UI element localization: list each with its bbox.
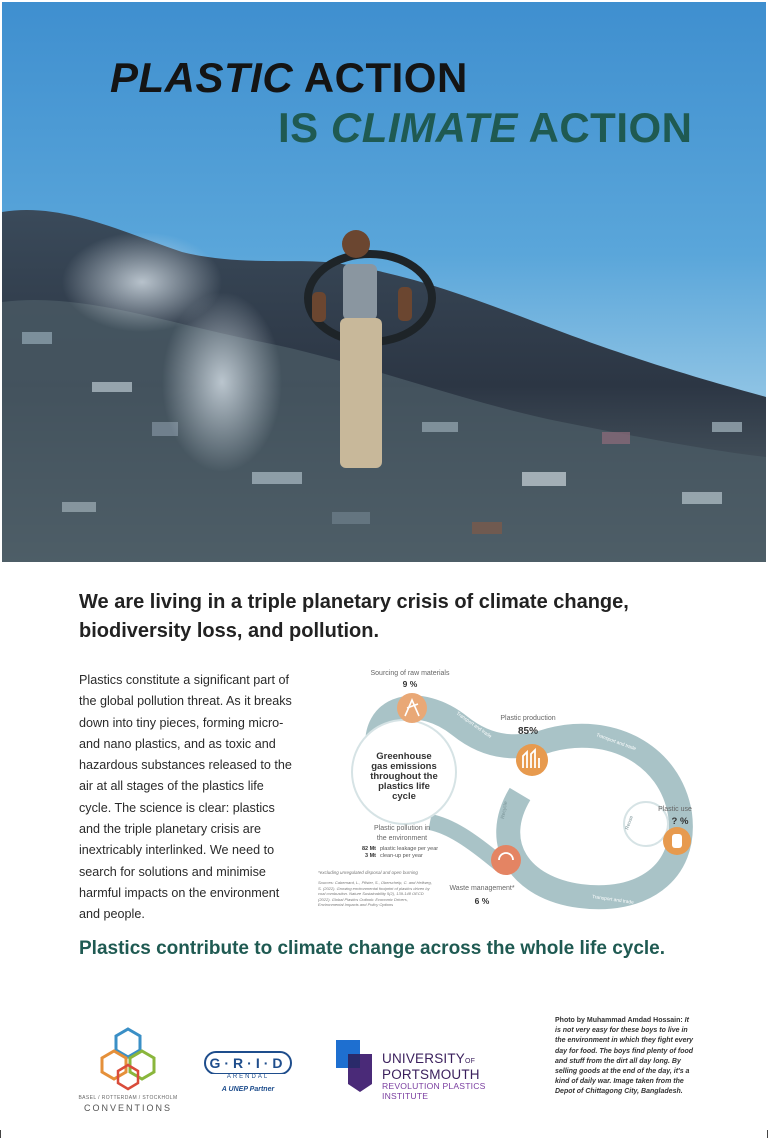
- photo-credit-text: It is not very easy for these boys to live in the environment in which they fight every day for food. The boys find plenty of food and stuff from the dirt all day long. By selling goods at the end of the day, it's a kind of daily war. Image taken from the Depot of Chittagong City, Bangladesh.: [555, 1017, 694, 1096]
- uop-institute: REVOLUTION PLASTICS INSTITUTE: [382, 1081, 486, 1101]
- hero-title-line-2: IS CLIMATE ACTION: [278, 104, 693, 151]
- brs-caption-2: CONVENTIONS: [83, 1103, 172, 1113]
- grid-arendal-logo: [204, 1051, 294, 1101]
- grid-subtitle: ARENDAL: [204, 1074, 292, 1080]
- diagram-sources: Sources: Cabernard, L., Pfister, S., Oberschelp, C. and Hellweg, S. (2022). Growing environmental footprint of plastics driven by coal combustion. Nature Sustainability 5(2), 139-148 OECD (2022). Global Plastics Outlook: Economic Drivers, Environmental Impacts and Policy Options: [318, 880, 432, 908]
- university-portsmouth-logo: [334, 1038, 534, 1103]
- uop-shield-icon: [334, 1038, 374, 1092]
- waste-value: 6 %: [474, 896, 490, 906]
- production-value: 85%: [517, 726, 539, 737]
- center-label-3: throughout the: [370, 771, 438, 782]
- production-label: Plastic production: [500, 715, 556, 722]
- grid-wordmark: G·R·I·D: [204, 1051, 292, 1075]
- center-label-5: cycle: [392, 791, 416, 802]
- brs-caption: BASEL / ROTTERDAM / STOCKHOLM: [78, 1095, 178, 1101]
- use-value: ? %: [671, 816, 689, 827]
- recycle-icon: [491, 845, 521, 875]
- cleanup-label: clean-up per year: [380, 853, 423, 859]
- hero-photo: [2, 2, 766, 562]
- arrow-recycle-label: Recycle: [500, 800, 510, 820]
- factory-icon: [516, 744, 548, 776]
- leakage-label: plastic leakage per year: [380, 846, 439, 852]
- pollution-track: [430, 822, 500, 864]
- photo-credit: Photo by Muhammad Amdad Hossain: It is not very easy for these boys to live in the environment in which they fight every day for food. The boys find plenty of food and stuff from the dirt all day long. By selling goods at the end of the day, it's a kind of daily war. Image taken from the Depot of Chittagong City, Bangladesh.: [555, 1017, 694, 1096]
- photo-credit-author: Photo by Muhammad Amdad Hossain: [555, 1017, 681, 1024]
- leakage-value: 82 Mt: [361, 846, 376, 852]
- tagline: Plastics contribute to climate change across the whole life cycle.: [79, 938, 666, 959]
- sourcing-label: Sourcing of raw materials: [370, 670, 450, 677]
- plastics-lifecycle-diagram: [310, 664, 710, 914]
- diagram-footnote: *excluding unregulated disposal and open burning: [318, 870, 418, 875]
- center-label-2: gas emissions: [371, 761, 437, 772]
- pollution-label-1: Plastic pollution in: [373, 825, 431, 832]
- pollution-label-2: the environment: [376, 835, 428, 842]
- lead-heading: We are living in a triple planetary crisis of climate change, biodiversity loss, and pollution.: [79, 591, 629, 642]
- arrow-transport-3-label: Transport and trade: [591, 895, 634, 906]
- arrow-reuse-label: Reuse: [624, 815, 635, 831]
- center-label-4: plastics life: [378, 781, 430, 792]
- arrow-transport-1-label: Transport and trade: [454, 711, 493, 740]
- body-paragraph: Plastics constitute a significant part of the global pollution threat. As it breaks down into tiny pieces, forming micro- and nano plastics, and as toxic and hazardous substances released to the air at all stages of the plastics life cycle. The science is clear: plastics and the triple planetary crisis are inextricably interlinked. We need to search for solutions and minimise harmful impacts on the environment and people.: [79, 673, 292, 922]
- cleanup-value: 3 Mt: [365, 853, 376, 859]
- arrow-transport-2-label: Transport and trade: [595, 733, 637, 753]
- center-label-1: Greenhouse: [376, 751, 432, 762]
- crop-mark: [0, 1130, 1, 1138]
- use-label: Plastic use: [658, 806, 692, 813]
- grid-partner-text: A UNEP Partner: [221, 1086, 275, 1093]
- brs-conventions-logo: [78, 1025, 178, 1120]
- uop-name: UNIVERSITYOF PORTSMOUTH: [382, 1051, 480, 1082]
- hero-title-line-1: PLASTIC ACTION: [110, 54, 468, 101]
- sourcing-value: 9 %: [402, 679, 418, 689]
- waste-label: Waste management*: [449, 885, 515, 892]
- oil-pump-icon: [397, 693, 427, 723]
- hexagon-knot-icon: [78, 1025, 178, 1093]
